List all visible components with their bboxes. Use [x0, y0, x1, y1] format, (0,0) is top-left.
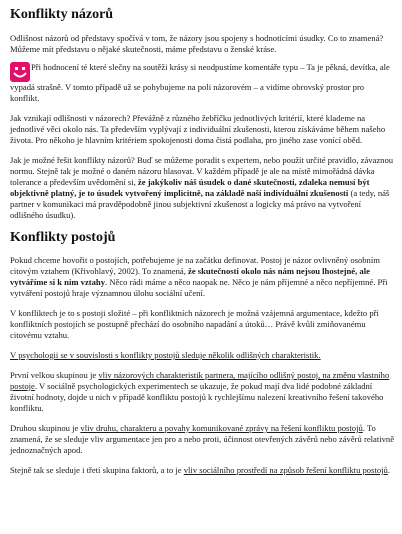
text-run: . V sociálně psychologických experimentech se ukazuje, že pokud mají dva lidé podobné základní životní hodnoty, dojde u nich v případě konfliktu postojů k rychlejšímu nalezení kreativního řešení takového konfliktu.	[10, 381, 384, 413]
bold-text: že skutečnosti okolo nás nám nejsou lhostejné, ale vytváříme si k nim vztahy	[10, 266, 370, 287]
text-run: Druhou skupinou je	[10, 423, 81, 433]
paragraph: Odlišnost názorů od představy spočívá v tom, že názory jsou spojeny s hodnoticími úsudky. Co to znamená? Můžeme mít představu o nějaké skutečnosti, máme představu o ženské kráse.	[10, 33, 384, 54]
text-run: Pokud chceme hovořit o postojích, potřebujeme je na začátku definovat. Postoj je názor ovlivněný osobním citovým vztahem (Křivohlavý, 2002). To znamená,	[10, 255, 380, 276]
underlined-text: vliv názorových charakteristik partnera, majícího odlišný postoj, na změnu vlastního postoje	[10, 370, 390, 391]
text-run: Jak je možné řešit konflikty názorů? Buď se můžeme poradit s expertem, nebo použít určité pravidlo, závaznou normu. Stejně tak je možné o daném názoru hlasovat.	[10, 155, 394, 176]
section-title-konflikty-nazoru: Konflikty názorů	[10, 7, 114, 22]
underlined-text: vliv druhu, charakteru a povahy komunikované zprávy na řešení konfliktu postojů	[80, 423, 363, 433]
bold-text: že jakýkoliv náš úsudek o dané skutečnosti, zdaleka nemusí být objektivně platný, je to úsudek vytvořený implicitně, na základě naší individuální zkušenosti	[10, 177, 370, 198]
paragraph	[10, 370, 394, 414]
text-run: V každém případě je ale na místě mimořádná dávka tolerance a především uvědomění si,	[10, 166, 375, 187]
paragraph	[10, 465, 394, 476]
text-run: (a tedy, náš partner v komunikaci má pravděpodobně jinou subjektivní zkušenost a logicky má právo na vytvoření odlišného úsudku).	[10, 188, 390, 220]
underlined-text: vliv sociálního prostředí na způsob řešení konfliktu postojů	[183, 465, 388, 475]
document-page	[10, 0, 394, 476]
smiley-face-icon	[10, 62, 30, 82]
text-run: První velkou skupinou je	[10, 370, 99, 380]
text-run: Stejně tak se sleduje i třetí skupina faktorů, a to je	[10, 465, 184, 475]
paragraph-text: Při hodnocení té které slečny na soutěži krásy si neodpustíme komentáře typu – Ta je pěkná, devítka, ale vypadá strašně. V tomto případě už se pohybujeme na poli názorovém – a vidíme obrovský prostor pro konflikt.	[10, 62, 390, 103]
paragraph: V konfliktech je to s postoji složité – při konfliktních názorech je možná vzájemná argumentace, kdežto při konfliktních postojích se postupně přechází do osobního napadání a útoků… Právě kvůli zmiňovanému citovému vztahu.	[10, 308, 379, 340]
text-run: . To znamená, že se sleduje vliv argumentace jen pro a nebo proti, účinnost otevřených závěrů nebo závěrů relativně jednoznačných apod.	[10, 423, 395, 455]
paragraph-with-icon	[10, 62, 394, 104]
paragraph	[10, 155, 394, 221]
paragraph	[10, 423, 394, 456]
text-run: . Něco rádi máme a něco naopak ne. Něco je nám příjemné a něco nepříjemné. Při vytváření postojů hraje významnou úlohu sociální učení.	[10, 277, 388, 298]
text-run: .	[387, 465, 390, 475]
paragraph	[10, 255, 394, 299]
paragraph	[10, 350, 394, 361]
paragraph: Jak vznikají odlišnosti v názorech? Převážně z různého žebříčku jednotlivých kritérií, které klademe na jednotlivé věci okolo nás. Ta především vyplývají z individuální zkušenosti, kterou získáváme během našeho života. Pro někoho je hlavním kritériem spokojenosti doma čistá podlaha, pro jiného zase vonící oběd.	[10, 113, 386, 145]
underlined-text: V psychologii se v souvislosti s konflikty postojů sleduje několik odlišných charakteristik.	[10, 350, 321, 360]
section-title-konflikty-postoju: Konflikty postojů	[10, 230, 116, 245]
